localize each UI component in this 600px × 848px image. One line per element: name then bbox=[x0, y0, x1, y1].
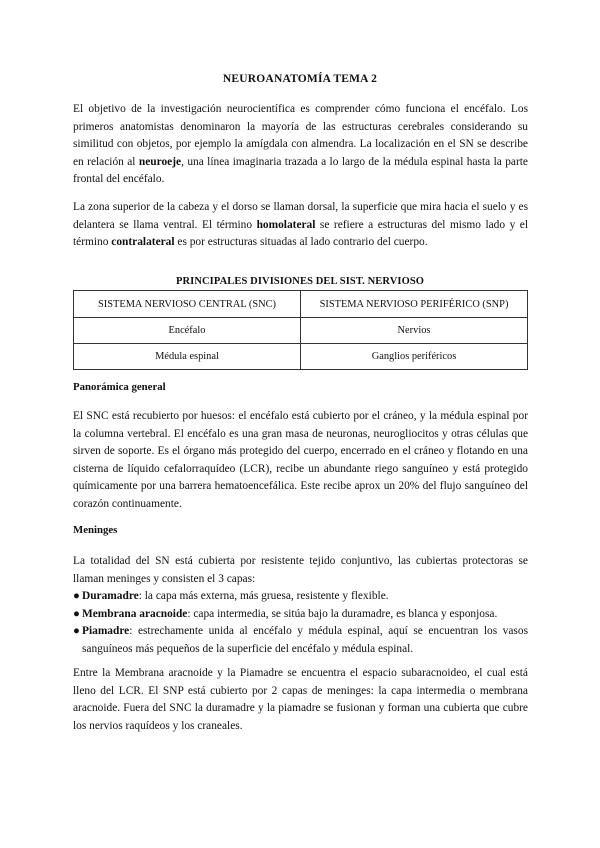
bullet-icon: ● bbox=[73, 607, 80, 620]
intro-p2-text-c: es por estructuras situadas al lado contrario del cuerpo. bbox=[174, 236, 428, 248]
list-item bbox=[73, 588, 528, 606]
intro-p1-text-a: El objetivo de la investigación neurocientífica es comprender cómo funciona el encéfalo. Los primeros anatomistas denominaron la mayoría de las estructuras cerebrales considerando su similitud con objetos, por ejemplo la amígdala con almendra. La localización en el SN se describe en relación al bbox=[73, 103, 528, 168]
term-contralateral: contralateral bbox=[111, 236, 175, 248]
table-row bbox=[74, 344, 528, 370]
list-item bbox=[73, 623, 528, 658]
bullet-icon: ● bbox=[73, 625, 80, 637]
divisions-table bbox=[73, 290, 528, 370]
term-homolateral: homolateral bbox=[256, 218, 316, 231]
table-header-snc: SISTEMA NERVIOSO CENTRAL (SNC) bbox=[74, 291, 301, 318]
meninges-closing-paragraph: Entre la Membrana aracnoide y la Piamadre se encuentra el espacio subaracnoideo, el cual está lleno del LCR. El SNP está cubierto por 2 capas de meninges: la capa intermedia o membrana aracnoide. Fuera del SNC la duramadre y la piamadre se fusionan y forman una cubierta que cubre los nervios raquídeos y los craneales. bbox=[73, 667, 528, 732]
bullet-icon: ● bbox=[73, 590, 80, 602]
term-piamadre: Piamadre bbox=[82, 625, 130, 637]
intro-paragraph-2 bbox=[73, 199, 528, 252]
table-header-row bbox=[74, 291, 528, 318]
list-item-desc: : la capa más externa, más gruesa, resistente y flexible. bbox=[138, 590, 389, 602]
panoramica-paragraph: El SNC está recubierto por huesos: el encéfalo está cubierto por el cráneo, y la médula espinal por la columna vertebral. El encéfalo es una gran masa de neuronas, neurogliocitos y otras células que sirven de soporte. Es el órgano más protegido del cuerpo, encerrado en el cráneo y flotando en una cisterna de líquido cefalorraquídeo (LCR), recibe un abundante riego sanguíneo y está protegido químicamente por una barrera hematoencefálica. Este recibe aprox un 20% del flujo sanguíneo del corazón continuamente. bbox=[73, 410, 528, 510]
section-heading-meninges: Meninges bbox=[73, 524, 118, 536]
term-neuroeje: neuroeje bbox=[138, 155, 182, 168]
section-heading-panoramica: Panorámica general bbox=[73, 381, 166, 393]
intro-p1-text-b: , una línea imaginaria trazada a lo largo de la médula espinal hasta la parte frontal del encéfalo. bbox=[73, 155, 528, 185]
list-item-desc: : estrechamente unida al encéfalo y médula espinal, aquí se encuentran los vasos sanguíneos más pequeños de la superficie del encéfalo y médula espinal. bbox=[82, 625, 528, 655]
list-item-desc: : capa intermedia, se sitúa bajo la duramadre, es blanca y esponjosa. bbox=[187, 607, 498, 620]
meninges-list bbox=[73, 588, 528, 658]
document-title: NEUROANATOMÍA TEMA 2 bbox=[222, 73, 378, 85]
table-cell: Nervios bbox=[301, 318, 528, 344]
table-title: PRINCIPALES DIVISIONES DEL SIST. NERVIOSO bbox=[175, 276, 425, 287]
term-membrana-aracnoide: Membrana aracnoide bbox=[82, 607, 188, 620]
term-duramadre: Duramadre bbox=[82, 590, 139, 602]
table-cell: Encéfalo bbox=[74, 318, 301, 344]
intro-paragraph-1 bbox=[73, 101, 528, 189]
list-item bbox=[73, 606, 528, 624]
intro-p2-text-b: se refiere a estructuras del mismo lado y el término bbox=[73, 218, 528, 248]
table-cell: Médula espinal bbox=[74, 344, 301, 370]
table-header-snp: SISTEMA NERVIOSO PERIFÉRICO (SNP) bbox=[301, 291, 528, 318]
table-cell: Ganglios periféricos bbox=[301, 344, 528, 370]
intro-p2-text-a: La zona superior de la cabeza y el dorso se llaman dorsal, la superficie que mira hacia el suelo y es delantera se llama ventral. El término bbox=[73, 201, 528, 231]
table-row bbox=[74, 318, 528, 344]
meninges-intro-paragraph: La totalidad del SN está cubierta por resistente tejido conjuntivo, las cubiertas protectoras se llaman meninges y consisten el 3 capas: bbox=[73, 555, 528, 585]
